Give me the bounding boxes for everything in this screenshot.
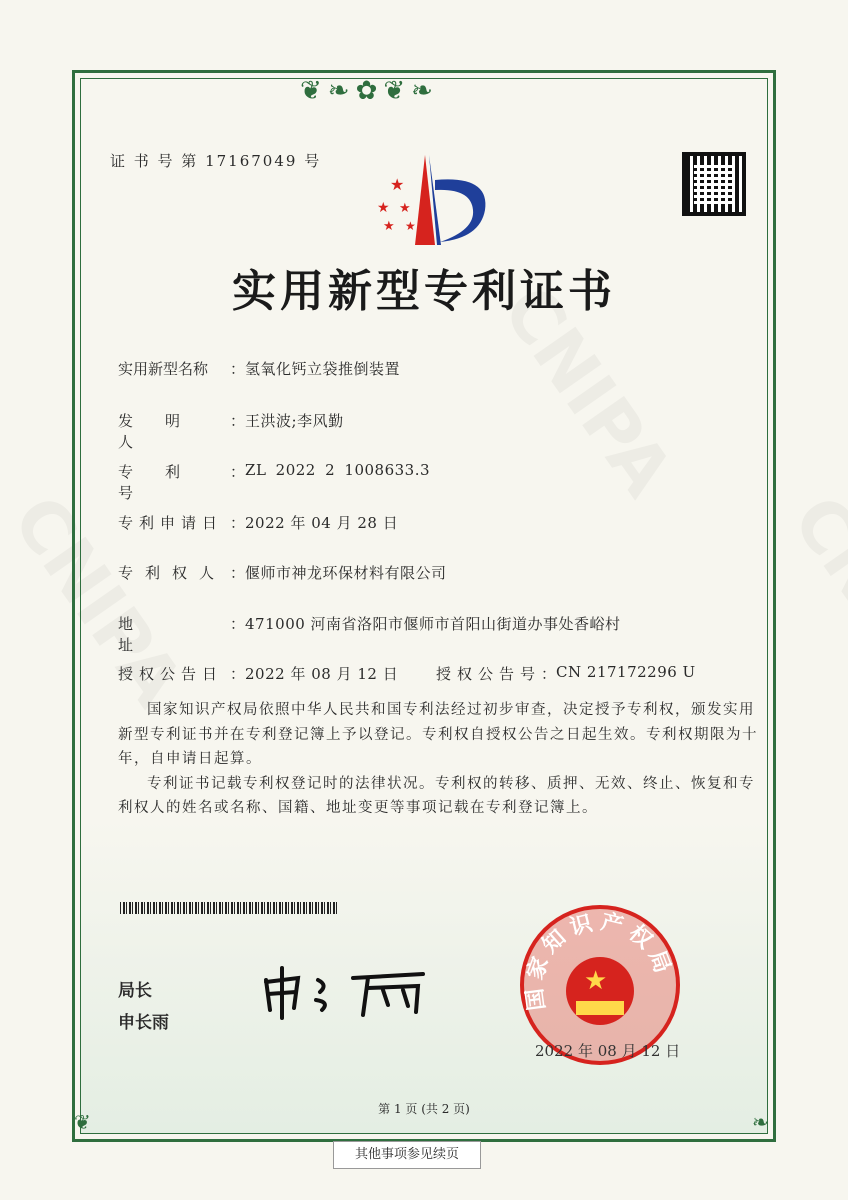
- field-value: ZL 2022 2 1008633.3: [245, 461, 431, 479]
- director-title: 局长: [118, 981, 152, 1001]
- field-value: CN 217172296 U: [556, 663, 696, 681]
- top-ornament-icon: ❦❧✿❦❧: [300, 76, 439, 106]
- field-grant-date: 授权公告日 ： 2022 年 08 月 12 日: [118, 665, 399, 683]
- see-continuation-label: 其他事项参见续页: [333, 1141, 481, 1169]
- field-label: 专利号: [118, 463, 213, 502]
- field-label: 发明人: [118, 412, 213, 451]
- field-label: 专利权人: [118, 564, 227, 582]
- field-value: 2022 年 04 月 28 日: [245, 514, 399, 532]
- page-number: 第 1 页 (共 2 页): [378, 1102, 470, 1116]
- svg-text:★: ★: [383, 219, 395, 234]
- field-value: 王洪波;李风勤: [245, 412, 344, 430]
- barcode: [120, 902, 338, 914]
- certificate-number: 证 书 号 第 17167049 号: [110, 152, 322, 170]
- field-address: 地址 ： 471000 河南省洛阳市偃师市首阳山街道办事处香峪村: [118, 615, 621, 654]
- corner-ornament-icon: ❧: [752, 1110, 769, 1134]
- field-value: 471000 河南省洛阳市偃师市首阳山街道办事处香峪村: [245, 615, 621, 633]
- statement-paragraph: 专利证书记载专利权登记时的法律状况。专利权的转移、质押、无效、终止、恢复和专利权人的姓名或名称、国籍、地址变更等事项记载在专利登记簿上。: [118, 775, 755, 816]
- page-title: 实用新型专利证书: [232, 266, 616, 317]
- field-value: 2022 年 08 月 12 日: [245, 665, 399, 683]
- certificate-statement: [118, 698, 770, 821]
- field-patent-number: 专利号 ： ZL 2022 2 1008633.3: [118, 461, 431, 502]
- seal-date: 2022 年 08 月 12 日: [535, 1042, 681, 1060]
- field-label: 授权公告日: [118, 665, 224, 683]
- field-application-date: 专利申请日 ： 2022 年 04 月 28 日: [118, 514, 399, 532]
- director-name: 申长雨: [118, 1013, 169, 1033]
- field-label: 授权公告号: [436, 665, 542, 683]
- field-patentee: 专利权人 ： 偃师市神龙环保材料有限公司: [118, 564, 447, 582]
- field-utility-model-name: 实用新型名称 ： 氢氧化钙立袋推倒装置: [118, 360, 401, 378]
- field-announcement-number: 授权公告号 ： CN 217172296 U: [436, 663, 696, 683]
- field-inventor: 发明人 ： 王洪波;李风勤: [118, 412, 344, 451]
- cnipa-logo-icon: [365, 150, 495, 250]
- director-block: [118, 975, 169, 1039]
- field-label: 实用新型名称: [118, 360, 209, 378]
- statement-paragraph: 国家知识产权局依照中华人民共和国专利法经过初步审查，决定授予专利权，颁发实用新型专利证书并在专利登记簿上予以登记。专利权自授权公告之日起生效。专利权期限为十年，自申请日起算。: [118, 702, 758, 767]
- corner-ornament-icon: ❦: [74, 1110, 91, 1134]
- field-value: 氢氧化钙立袋推倒装置: [245, 360, 401, 378]
- svg-text:★: ★: [405, 219, 416, 233]
- svg-text:★: ★: [390, 175, 405, 194]
- svg-text:★: ★: [399, 201, 411, 216]
- director-signature: [258, 960, 438, 1020]
- field-label: 地址: [118, 615, 198, 654]
- seal-text: 家知识产权局: [524, 909, 676, 984]
- svg-text:★: ★: [377, 200, 390, 216]
- svg-text:★: ★: [584, 966, 608, 996]
- field-label: 专利申请日: [118, 514, 224, 532]
- qr-code: [682, 152, 746, 216]
- field-value: 偃师市神龙环保材料有限公司: [245, 564, 447, 582]
- watermark: [777, 481, 848, 721]
